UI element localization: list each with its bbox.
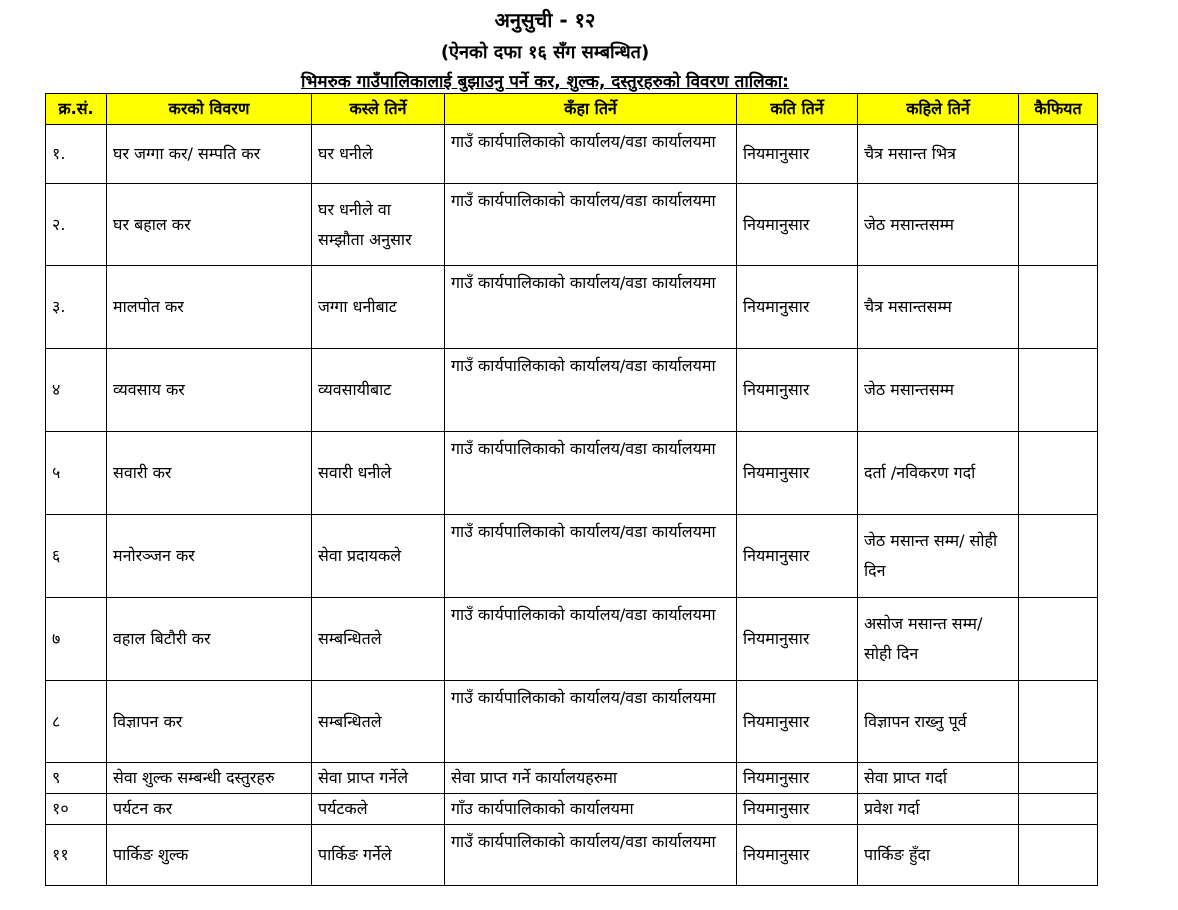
table-header-row: [46, 94, 1098, 125]
cell-remark: [1019, 681, 1098, 763]
cell-where: गाउँ कार्यपालिकाको कार्यालय/वडा कार्यालयमा: [445, 681, 737, 763]
cell-remark: [1019, 598, 1098, 681]
cell-desc: घर बहाल कर: [107, 184, 312, 266]
table-row: [46, 266, 1098, 349]
cell-where: गाउँ कार्यपालिकाको कार्यालय/वडा कार्यालयमा: [445, 125, 737, 184]
cell-where: सेवा प्राप्त गर्ने कार्यालयहरुमा: [445, 763, 737, 794]
cell-how: नियमानुसार: [737, 432, 858, 515]
cell-when: प्रवेश गर्दा: [858, 794, 1019, 825]
cell-sn: २.: [46, 184, 107, 266]
table-row: [46, 681, 1098, 763]
cell-who: पर्यटकले: [312, 794, 445, 825]
table-row: [46, 825, 1098, 886]
cell-desc: सवारी कर: [107, 432, 312, 515]
cell-desc: पार्किङ शुल्क: [107, 825, 312, 886]
cell-how: नियमानुसार: [737, 794, 858, 825]
cell-desc: सेवा शुल्क सम्बन्धी दस्तुरहरु: [107, 763, 312, 794]
cell-who: सम्बन्धितले: [312, 681, 445, 763]
cell-remark: [1019, 266, 1098, 349]
cell-where: गाउँ कार्यपालिकाको कार्यालय/वडा कार्यालयमा: [445, 349, 737, 432]
cell-desc: विज्ञापन कर: [107, 681, 312, 763]
col-header-desc: करको विवरण: [107, 94, 312, 125]
cell-who: घर धनीले वा सम्झौता अनुसार: [312, 184, 445, 266]
cell-where: गाउँ कार्यपालिकाको कार्यालय/वडा कार्यालयमा: [445, 825, 737, 886]
cell-when: चैत्र मसान्त भित्र: [858, 125, 1019, 184]
cell-remark: [1019, 763, 1098, 794]
cell-who: पार्किङ गर्नेले: [312, 825, 445, 886]
cell-sn: ३.: [46, 266, 107, 349]
cell-remark: [1019, 349, 1098, 432]
cell-when: जेठ मसान्त सम्म/ सोही दिन: [858, 515, 1019, 598]
col-header-remark: कैफियत: [1019, 94, 1098, 125]
page-subtitle: (ऐनको दफा १६ सँग सम्बन्धित): [440, 42, 650, 63]
table-row: [46, 432, 1098, 515]
cell-how: नियमानुसार: [737, 763, 858, 794]
cell-sn: १.: [46, 125, 107, 184]
cell-remark: [1019, 184, 1098, 266]
cell-when: पार्किङ हुँदा: [858, 825, 1019, 886]
cell-remark: [1019, 125, 1098, 184]
cell-who: सेवा प्राप्त गर्नेले: [312, 763, 445, 794]
cell-where: गाँउ कार्यपालिकाको कार्यालयमा: [445, 794, 737, 825]
cell-remark: [1019, 432, 1098, 515]
cell-who: जग्गा धनीबाट: [312, 266, 445, 349]
cell-sn: ९: [46, 763, 107, 794]
cell-how: नियमानुसार: [737, 598, 858, 681]
cell-where: गाउँ कार्यपालिकाको कार्यालय/वडा कार्यालयमा: [445, 515, 737, 598]
cell-who: व्यवसायीबाट: [312, 349, 445, 432]
cell-remark: [1019, 515, 1098, 598]
table-row: [46, 794, 1098, 825]
cell-how: नियमानुसार: [737, 184, 858, 266]
cell-when: सेवा प्राप्त गर्दा: [858, 763, 1019, 794]
cell-sn: ६: [46, 515, 107, 598]
page-title: अनुसुची - १२: [494, 8, 596, 32]
cell-who: घर धनीले: [312, 125, 445, 184]
table-row: [46, 515, 1098, 598]
cell-who: सेवा प्रदायकले: [312, 515, 445, 598]
cell-where: गाउँ कार्यपालिकाको कार्यालय/वडा कार्यालयमा: [445, 432, 737, 515]
col-header-sn: क्र.सं.: [46, 94, 107, 125]
cell-where: गाउँ कार्यपालिकाको कार्यालय/वडा कार्यालयमा: [445, 266, 737, 349]
col-header-when: कहिले तिर्ने: [858, 94, 1019, 125]
tax-table: [45, 93, 1098, 886]
cell-where: गाउँ कार्यपालिकाको कार्यालय/वडा कार्यालयमा: [445, 598, 737, 681]
cell-desc: मालपोत कर: [107, 266, 312, 349]
cell-when: जेठ मसान्तसम्म: [858, 184, 1019, 266]
cell-how: नियमानुसार: [737, 266, 858, 349]
cell-sn: ५: [46, 432, 107, 515]
cell-remark: [1019, 825, 1098, 886]
cell-sn: ११: [46, 825, 107, 886]
cell-sn: ४: [46, 349, 107, 432]
table-row: [46, 184, 1098, 266]
cell-sn: ७: [46, 598, 107, 681]
table-row: [46, 349, 1098, 432]
cell-when: चैत्र मसान्तसम्म: [858, 266, 1019, 349]
cell-desc: घर जग्गा कर/ सम्पति कर: [107, 125, 312, 184]
table-caption: भिमरुक गाउँपालिकालाई बुझाउनु पर्ने कर, शुल्क, दस्तुरहरुको विवरण तालिका:: [301, 72, 789, 92]
cell-desc: मनोरञ्जन कर: [107, 515, 312, 598]
table-row: [46, 598, 1098, 681]
cell-how: नियमानुसार: [737, 515, 858, 598]
table-row: [46, 763, 1098, 794]
col-header-how: कति तिर्ने: [737, 94, 858, 125]
cell-remark: [1019, 794, 1098, 825]
cell-how: नियमानुसार: [737, 681, 858, 763]
cell-how: नियमानुसार: [737, 125, 858, 184]
cell-who: सम्बन्धितले: [312, 598, 445, 681]
col-header-where: कँहा तिर्ने: [445, 94, 737, 125]
cell-when: विज्ञापन राख्नु पूर्व: [858, 681, 1019, 763]
cell-desc: पर्यटन कर: [107, 794, 312, 825]
table-row: [46, 125, 1098, 184]
cell-when: दर्ता /नविकरण गर्दा: [858, 432, 1019, 515]
cell-desc: वहाल बिटौरी कर: [107, 598, 312, 681]
cell-how: नियमानुसार: [737, 349, 858, 432]
cell-when: जेठ मसान्तसम्म: [858, 349, 1019, 432]
cell-how: नियमानुसार: [737, 825, 858, 886]
cell-where: गाउँ कार्यपालिकाको कार्यालय/वडा कार्यालयमा: [445, 184, 737, 266]
col-header-who: कस्ले तिर्ने: [312, 94, 445, 125]
cell-sn: १०: [46, 794, 107, 825]
cell-when: असोज मसान्त सम्म/ सोही दिन: [858, 598, 1019, 681]
cell-sn: ८: [46, 681, 107, 763]
cell-who: सवारी धनीले: [312, 432, 445, 515]
cell-desc: व्यवसाय कर: [107, 349, 312, 432]
